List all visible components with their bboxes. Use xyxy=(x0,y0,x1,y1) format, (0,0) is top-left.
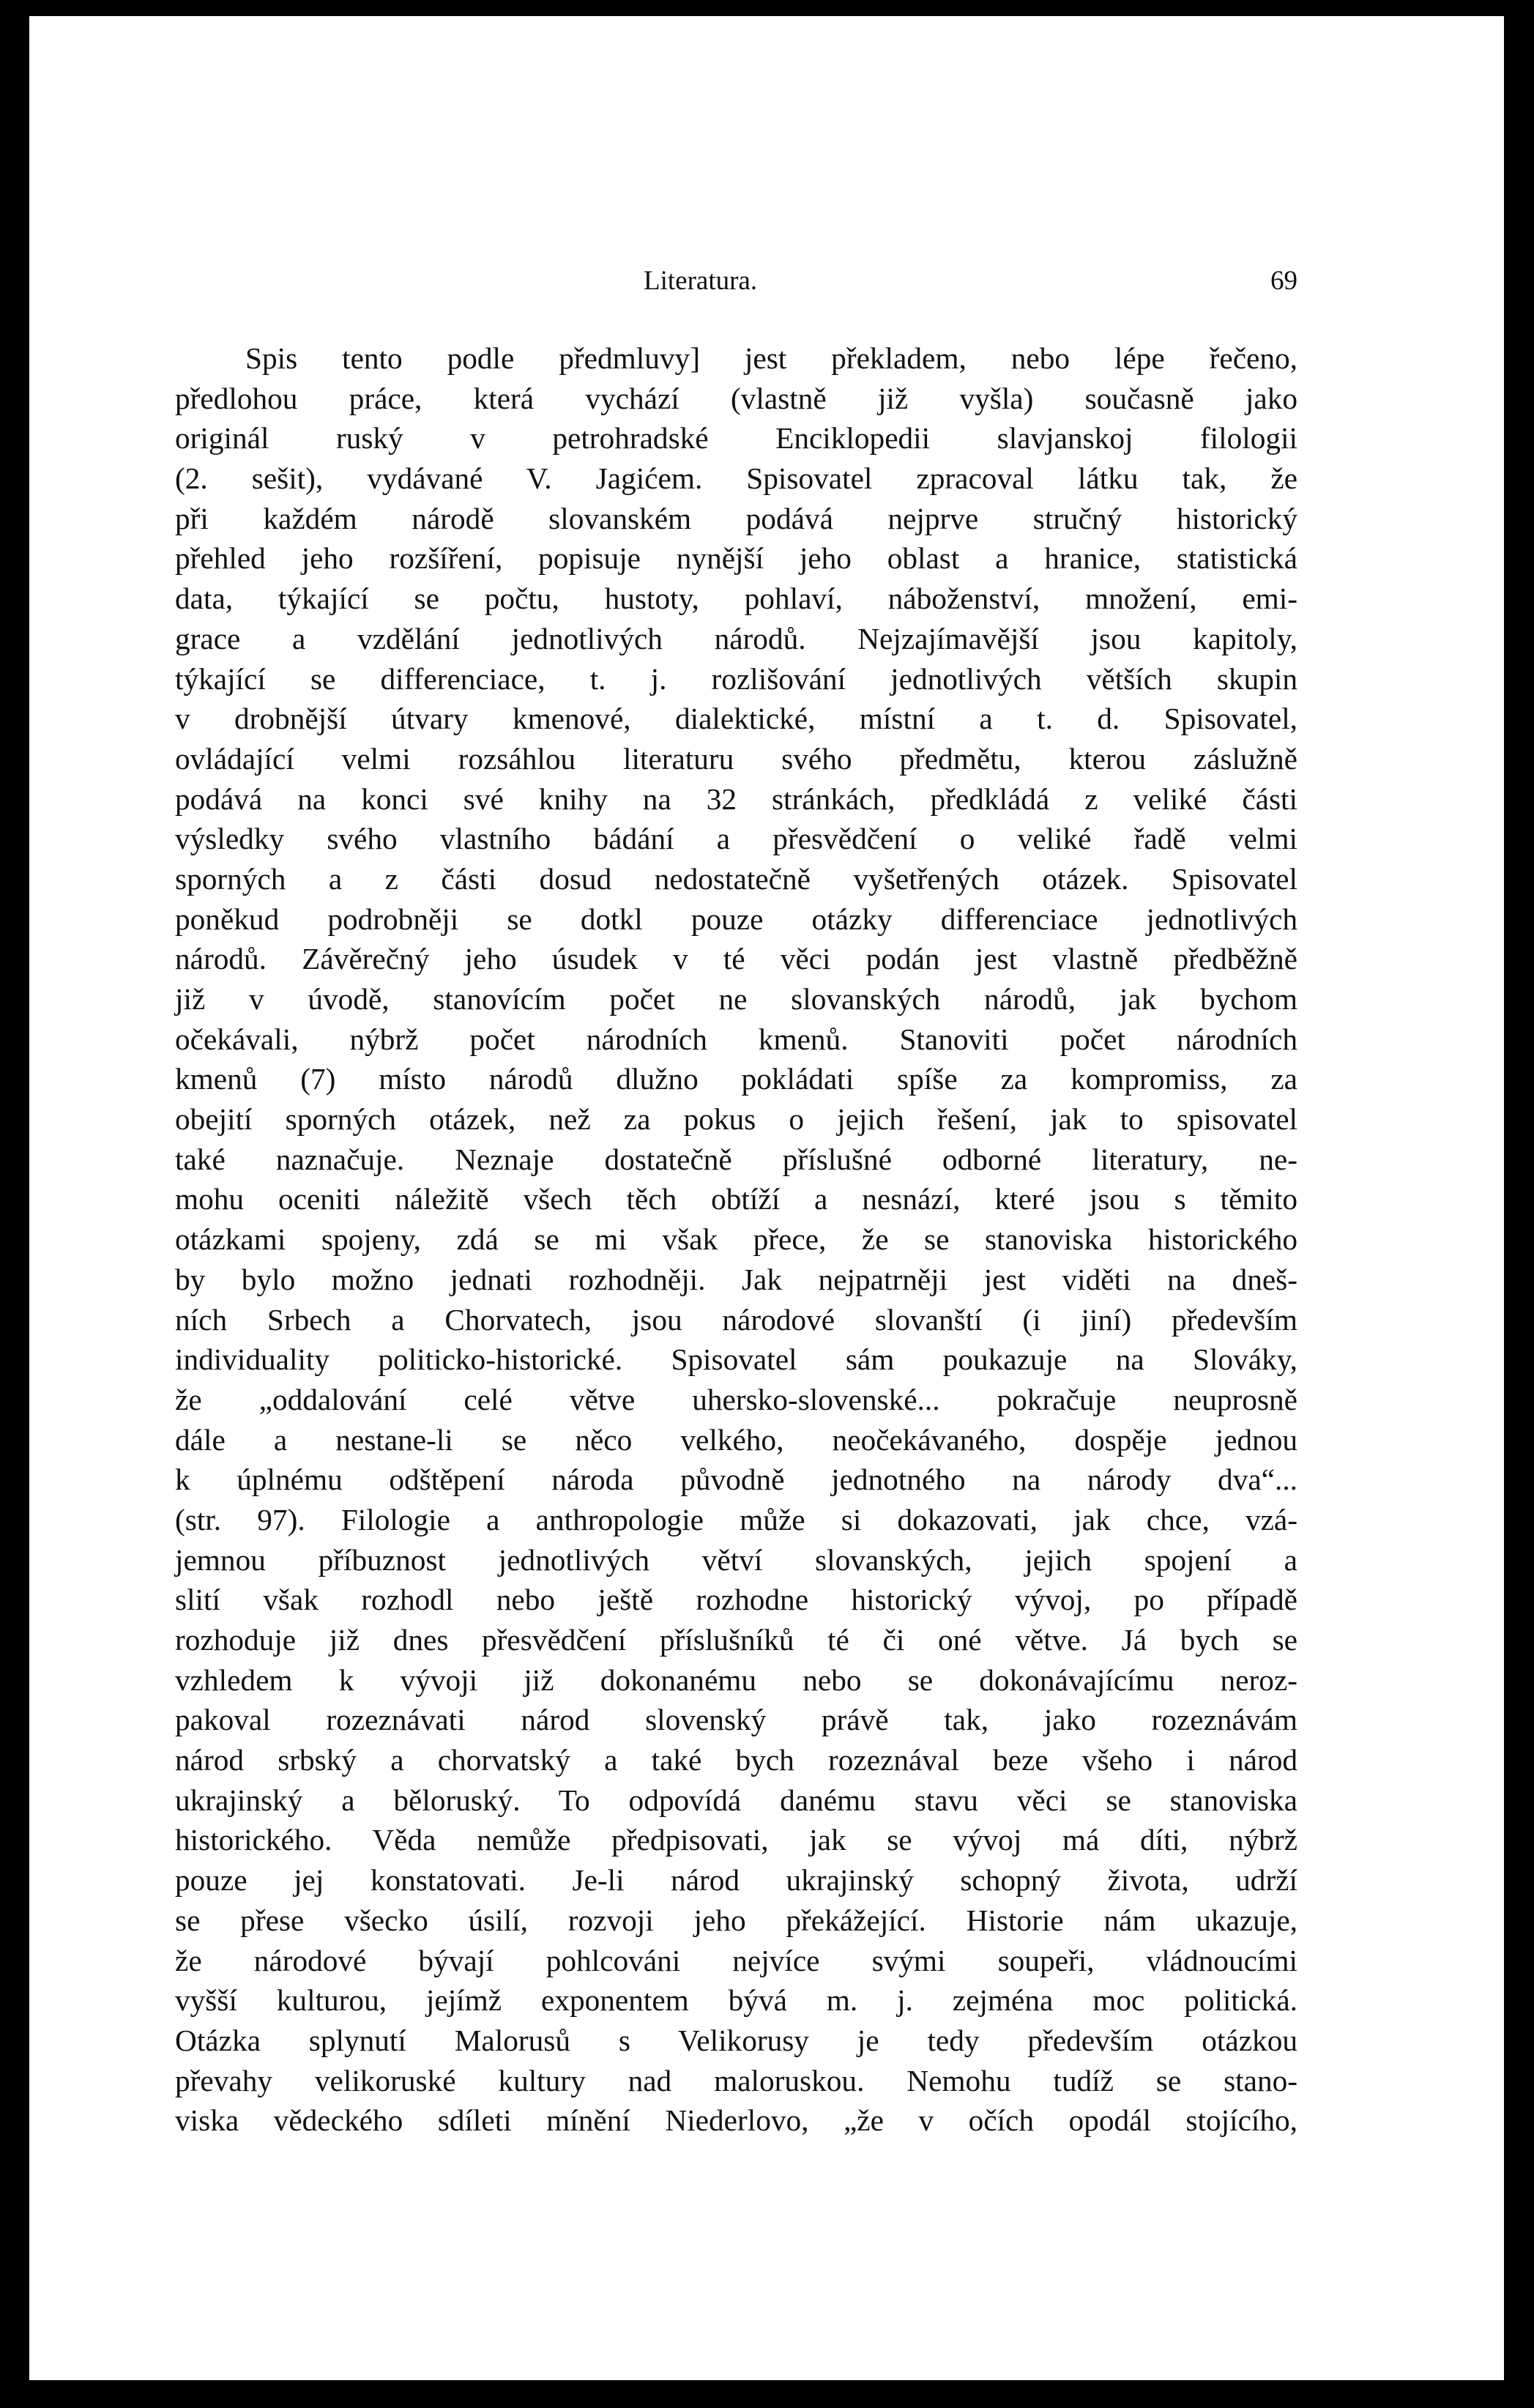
book-page xyxy=(29,16,1504,2380)
text-line: jemnou příbuznost jednotlivých větví slovanských, jejich spojení a xyxy=(175,1542,1297,1577)
text-line: podává na konci své knihy na 32 stránkách, předkládá z veliké části xyxy=(175,781,1297,816)
text-line: Spis tento podle předmluvy] jest překladem, nebo lépe řečeno, xyxy=(245,341,1297,375)
text-line: kmenů (7) místo národů dlužno pokládati spíše za kompromiss, za xyxy=(175,1062,1297,1096)
page-header xyxy=(175,265,1297,302)
text-line: individuality politicko-historické. Spisovatel sám poukazuje na Slováky, xyxy=(175,1342,1297,1377)
text-line: rozhoduje již dnes přesvědčení příslušníků té či oné větve. Já bych se xyxy=(175,1623,1297,1657)
text-line: v drobnější útvary kmenové, dialektické, místní a t. d. Spisovatel, xyxy=(175,702,1297,736)
text-line: (2. sešit), vydávané V. Jagićem. Spisovatel zpracoval látku tak, že xyxy=(175,461,1297,496)
text-line: viska vědeckého sdíleti mínění Niederlovo, „že v očích opodál stojícího, xyxy=(175,2103,1297,2138)
running-title: Literatura. xyxy=(644,266,758,296)
text-line: výsledky svého vlastního bádání a přesvědčení o veliké řadě velmi xyxy=(175,822,1297,856)
text-line: také naznačuje. Neznaje dostatečně příslušné odborné literatury, ne- xyxy=(175,1142,1297,1176)
text-line: ovládající velmi rozsáhlou literaturu svého předmětu, kterou záslužně xyxy=(175,741,1297,776)
text-line: grace a vzdělání jednotlivých národů. Nejzajímavější jsou kapitoly, xyxy=(175,621,1297,655)
text-line: otázkami spojeny, zdá se mi však přece, že se stanoviska historického xyxy=(175,1222,1297,1257)
text-line: při každém národě slovanském podává nejprve stručný historický xyxy=(175,501,1297,535)
body-paragraph xyxy=(175,338,1297,2141)
text-line: se přese všecko úsilí, rozvoji jeho překážející. Historie nám ukazuje, xyxy=(175,1903,1297,1937)
text-line: sporných a z části dosud nedostatečně vyšetřených otázek. Spisovatel xyxy=(175,861,1297,896)
text-line: pakoval rozeznávati národ slovenský právě tak, jako rozeznávám xyxy=(175,1703,1297,1737)
text-line: ních Srbech a Chorvatech, jsou národové slovanští (i jiní) především xyxy=(175,1302,1297,1337)
text-line: že národové bývají pohlcováni nejvíce svými soupeři, vládnoucími xyxy=(175,1943,1297,1977)
text-line: mohu oceniti náležitě všech těch obtíží a nesnází, které jsou s těmito xyxy=(175,1182,1297,1216)
text-line: slití však rozhodl nebo ještě rozhodne historický vývoj, po případě xyxy=(175,1583,1297,1617)
text-line: převahy velikoruské kultury nad maloruskou. Nemohu tudíž se stano- xyxy=(175,2063,1297,2097)
page-number: 69 xyxy=(1270,266,1297,296)
text-line: vyšší kulturou, jejímž exponentem bývá m. j. zejména moc politická. xyxy=(175,1983,1297,2018)
text-line: dále a nestane-li se něco velkého, neočekávaného, dospěje jednou xyxy=(175,1422,1297,1457)
text-line: předlohou práce, která vychází (vlastně již vyšla) současně jako xyxy=(175,381,1297,415)
text-line: poněkud podrobněji se dotkl pouze otázky differenciace jednotlivých xyxy=(175,902,1297,936)
text-line: historického. Věda nemůže předpisovati, jak se vývoj má díti, nýbrž xyxy=(175,1823,1297,1857)
text-line: národ srbský a chorvatský a také bych rozeznával beze všeho i národ xyxy=(175,1743,1297,1777)
text-line: očekávali, nýbrž počet národních kmenů. Stanoviti počet národních xyxy=(175,1022,1297,1056)
text-line: Otázka splynutí Malorusů s Velikorusy je tedy především otázkou xyxy=(175,2023,1297,2057)
text-line: obejití sporných otázek, než za pokus o jejich řešení, jak to spisovatel xyxy=(175,1102,1297,1137)
text-line: (str. 97). Filologie a anthropologie může si dokazovati, jak chce, vzá- xyxy=(175,1502,1297,1536)
text-line: vzhledem k vývoji již dokonanému nebo se dokonávajícímu neroz- xyxy=(175,1662,1297,1697)
text-line: ukrajinský a běloruský. To odpovídá danému stavu věci se stanoviska xyxy=(175,1783,1297,1817)
text-line: již v úvodě, stanovícím počet ne slovanských národů, jak bychom xyxy=(175,982,1297,1016)
text-line: by bylo možno jednati rozhodněji. Jak nejpatrněji jest viděti na dneš- xyxy=(175,1262,1297,1296)
text-line: data, týkající se počtu, hustoty, pohlaví, náboženství, množení, emi- xyxy=(175,581,1297,616)
text-line: originál ruský v petrohradské Enciklopedii slavjanskoj filologii xyxy=(175,421,1297,456)
text-line: přehled jeho rozšíření, popisuje nynější jeho oblast a hranice, statistická xyxy=(175,541,1297,576)
text-line: k úplnému odštěpení národa původně jednotného na národy dva“... xyxy=(175,1463,1297,1497)
text-line: národů. Závěrečný jeho úsudek v té věci podán jest vlastně předběžně xyxy=(175,942,1297,976)
text-line: týkající se differenciace, t. j. rozlišování jednotlivých větších skupin xyxy=(175,661,1297,696)
text-line: pouze jej konstatovati. Je-li národ ukrajinský schopný života, udrží xyxy=(175,1863,1297,1898)
text-line: že „oddalování celé větve uhersko-slovenské... pokračuje neuprosně xyxy=(175,1382,1297,1416)
